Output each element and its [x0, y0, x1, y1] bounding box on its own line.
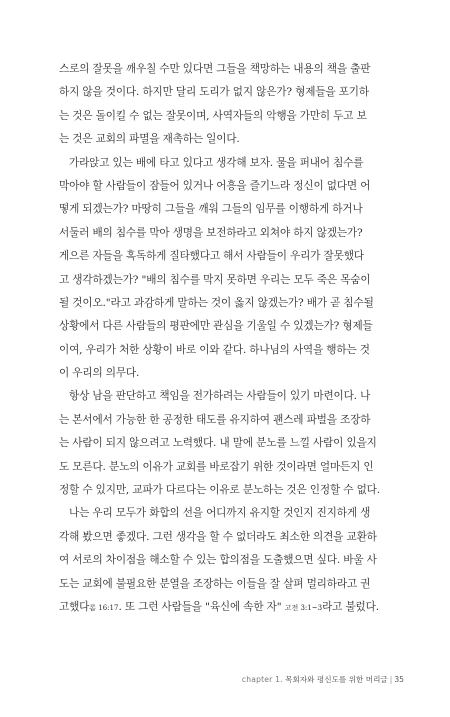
text-line: 상황에서 다른 사람들의 평판에만 관심을 기울일 수 있겠는가? 형제들 [59, 320, 373, 333]
text-line: 이여, 우리가 처한 상황이 바로 이와 같다. 하나님의 사역을 행하는 것 [59, 343, 370, 356]
text-line: 스로의 잘못을 깨우칠 수만 있다면 그들을 책망하는 내용의 책을 출판 [59, 63, 371, 75]
text-line: 여 서로의 차이점을 해소할 수 있는 합의점을 도출했으면 싶다. 바울 사 [59, 554, 377, 567]
text-line: 가라앉고 있는 배에 타고 있다고 생각해 보자. 물을 퍼내어 침수를 [69, 156, 364, 169]
text-line: 될 것이오."라고 과감하게 말하는 것이 옳지 않겠는가? 배가 곧 침수될 [59, 296, 374, 309]
paragraph-3 [59, 385, 404, 502]
text-segment: 라고 불렀다. [322, 600, 379, 613]
text-line: 는 것은 돌이킬 수 없는 잘못이며, 사역자들의 악행을 가만히 두고 보 [59, 109, 367, 122]
text-segment: . 또 그런 사람들을 "육신에 속한 자" [118, 600, 285, 613]
paragraph-4 [59, 502, 404, 619]
paragraph-1 [59, 58, 404, 152]
text-line: 막아야 할 사람들이 잠들어 있거나 어흥을 즐기느라 정신이 없다면 어 [59, 179, 371, 192]
scripture-reference: 롬 16:17 [89, 603, 119, 612]
running-header-title: 목회자와 평신도를 위한 머리글 [282, 675, 388, 684]
text-line: 나는 우리 모두가 화합의 선을 어디까지 유지할 것인지 진지하게 생 [69, 507, 371, 520]
body-text [59, 58, 404, 619]
text-line: 게으른 자들을 혹독하게 질타했다고 해서 사람들이 우리가 잘못했다 [59, 250, 364, 263]
text-segment: 고했다 [59, 600, 90, 613]
text-line: 는 본서에서 가능한 한 공정한 태도를 유지하여 괜스레 파벌을 조장하 [59, 413, 371, 426]
text-line: 고 생각하겠는가? "배의 침수를 막지 못하면 우리는 모두 죽은 목숨이 [59, 273, 371, 286]
scripture-reference: 고전 3:1~3 [284, 603, 323, 612]
text-line: 는 사람이 되지 않으려고 노력했다. 내 말에 분노를 느낄 사람이 있을지 [59, 437, 377, 450]
page-footer [242, 673, 404, 687]
text-line-with-references [59, 596, 404, 619]
running-header-chapter: chapter 1. [241, 675, 283, 684]
text-line: 떻게 되겠는가? 마땅히 그들을 깨워 그들의 임무를 이행하게 하거나 [59, 203, 363, 216]
text-line: 이 우리의 의무다. [59, 367, 140, 380]
footer-divider: | [389, 675, 393, 684]
text-line: 정할 수 있지만, 교파가 다르다는 이유로 분노하는 것은 인정할 수 없다. [59, 484, 380, 497]
text-line: 도 모른다. 분노의 이유가 교회를 바로잡기 위한 것이라면 얼마든지 인 [59, 460, 374, 473]
text-line: 각해 봤으면 좋겠다. 그런 생각을 할 수 없더라도 최소한 의견을 교환하 [59, 530, 377, 543]
text-line: 서둘러 배의 침수를 막아 생명을 보전하라고 외쳐야 하지 않겠는가? [59, 226, 363, 239]
text-line: 는 것은 교회의 파멸을 재촉하는 일이다. [59, 133, 240, 146]
paragraph-2 [59, 152, 404, 386]
page-number: 35 [394, 675, 404, 684]
text-line: 도는 교회에 불필요한 분열을 조장하는 이들을 잘 살펴 멀리하라고 권 [59, 577, 371, 590]
text-line: 항상 남을 판단하고 책임을 전가하려는 사람들이 있기 마련이다. 나 [69, 390, 371, 403]
text-line: 하지 않을 것이다. 하지만 달리 도리가 없지 않은가? 형제들을 포기하 [59, 86, 369, 99]
